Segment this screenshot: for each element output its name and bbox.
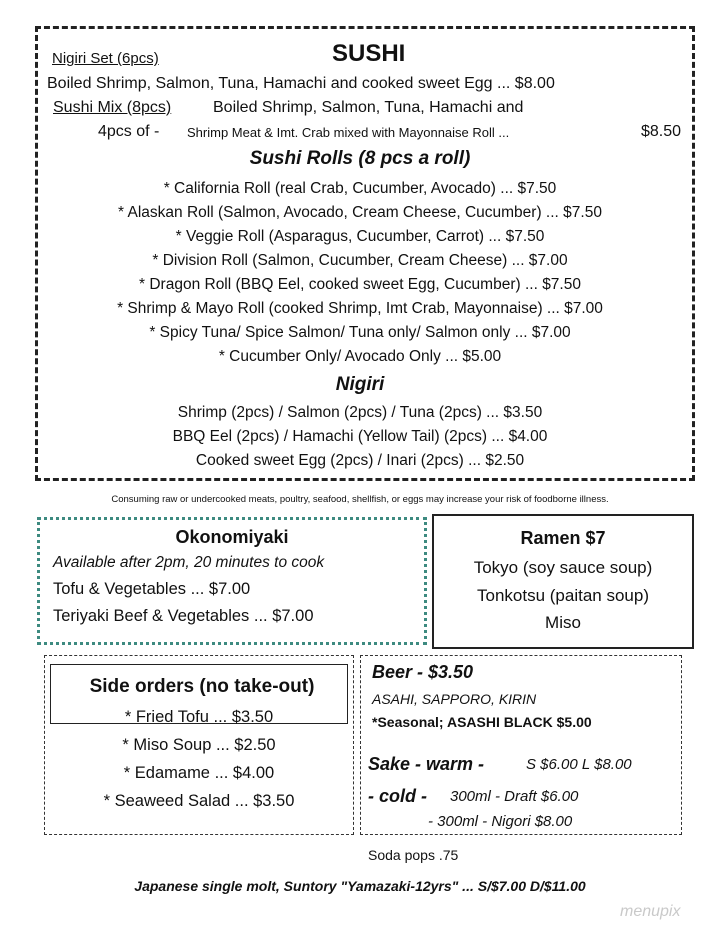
soda-pops: Soda pops .75 bbox=[368, 847, 459, 863]
okonomiyaki-title: Okonomiyaki bbox=[175, 527, 289, 547]
roll-item: * Alaskan Roll (Salmon, Avocado, Cream Cheese, Cucumber) ... $7.50 bbox=[118, 204, 602, 221]
roll-item: * Veggie Roll (Asparagus, Cucumber, Carrot) ... $7.50 bbox=[175, 228, 545, 245]
ramen-item: Tokyo (soy sauce soup) bbox=[473, 558, 653, 577]
roll-item: * Shrimp & Mayo Roll (cooked Shrimp, Imt Crab, Mayonnaise) ... $7.00 bbox=[117, 300, 603, 317]
okonomiyaki-item: Tofu & Vegetables ... $7.00 bbox=[53, 580, 251, 598]
ramen-item: Miso bbox=[545, 613, 581, 632]
sushi-mix-line: Boiled Shrimp, Salmon, Tuna, Hamachi and bbox=[213, 99, 524, 116]
side-item: * Miso Soup ... $2.50 bbox=[122, 736, 276, 754]
okonomiyaki-item: Teriyaki Beef & Vegetables ... $7.00 bbox=[53, 607, 314, 625]
roll-item: * Dragon Roll (BBQ Eel, cooked sweet Egg, Cucumber) ... $7.50 bbox=[139, 276, 581, 293]
roll-item: * Spicy Tuna/ Spice Salmon/ Tuna only/ Salmon only ... $7.00 bbox=[149, 324, 571, 341]
side-item: * Fried Tofu ... $3.50 bbox=[124, 708, 274, 726]
sushi-mix-prefix: 4pcs of - bbox=[98, 123, 160, 140]
okonomiyaki-note: Available after 2pm, 20 minutes to cook bbox=[53, 554, 325, 571]
sake-warm-label: Sake - warm - bbox=[368, 754, 485, 774]
rolls-heading: Sushi Rolls (8 pcs a roll) bbox=[249, 148, 471, 169]
sake-cold-draft: 300ml - Draft $6.00 bbox=[450, 788, 579, 805]
sushi-title: SUSHI bbox=[332, 40, 406, 67]
ramen-item: Tonkotsu (paitan soup) bbox=[477, 586, 649, 605]
sake-warm-prices: S $6.00 L $8.00 bbox=[526, 756, 632, 773]
sake-cold-nigori: - 300ml - Nigori $8.00 bbox=[428, 813, 573, 830]
roll-item: * California Roll (real Crab, Cucumber, Avocado) ... $7.50 bbox=[163, 180, 557, 197]
roll-item: * Division Roll (Salmon, Cucumber, Cream Cheese) ... $7.00 bbox=[152, 252, 568, 269]
sushi-mix-price: $8.50 bbox=[641, 123, 682, 140]
beer-brands: ASAHI, SAPPORO, KIRIN bbox=[372, 691, 537, 707]
side-item: * Edamame ... $4.00 bbox=[123, 764, 275, 782]
roll-item: * Cucumber Only/ Avocado Only ... $5.00 bbox=[218, 348, 502, 365]
side-orders-title: Side orders (no take-out) bbox=[89, 676, 315, 697]
nigiri-item: BBQ Eel (2pcs) / Hamachi (Yellow Tail) (2pcs) ... $4.00 bbox=[172, 428, 548, 445]
nigiri-set-label: Nigiri Set (6pcs) bbox=[52, 50, 159, 67]
nigiri-heading: Nigiri bbox=[335, 374, 385, 395]
foodborne-warning: Consuming raw or undercooked meats, poultry, seafood, shellfish, or eggs may increase your risk of foodborne illness. bbox=[111, 494, 609, 505]
side-item: * Seaweed Salad ... $3.50 bbox=[103, 792, 295, 810]
sushi-mix-detail: Shrimp Meat & Imt. Crab mixed with Mayonnaise Roll ... bbox=[187, 125, 510, 140]
nigiri-set-line: Boiled Shrimp, Salmon, Tuna, Hamachi and cooked sweet Egg ... $8.00 bbox=[47, 75, 555, 92]
sushi-mix-label: Sushi Mix (8pcs) bbox=[53, 99, 172, 116]
whisky-line: Japanese single molt, Suntory "Yamazaki-12yrs" ... S/$7.00 D/$11.00 bbox=[134, 878, 586, 894]
beer-title: Beer - $3.50 bbox=[372, 662, 474, 682]
seasonal-beer: *Seasonal; ASASHI BLACK $5.00 bbox=[372, 714, 592, 730]
sake-cold-label: - cold - bbox=[368, 786, 427, 806]
watermark: menupix bbox=[620, 903, 681, 920]
nigiri-item: Cooked sweet Egg (2pcs) / Inari (2pcs) ... $2.50 bbox=[195, 452, 525, 469]
ramen-title: Ramen $7 bbox=[520, 528, 606, 548]
nigiri-item: Shrimp (2pcs) / Salmon (2pcs) / Tuna (2pcs) ... $3.50 bbox=[177, 404, 543, 421]
